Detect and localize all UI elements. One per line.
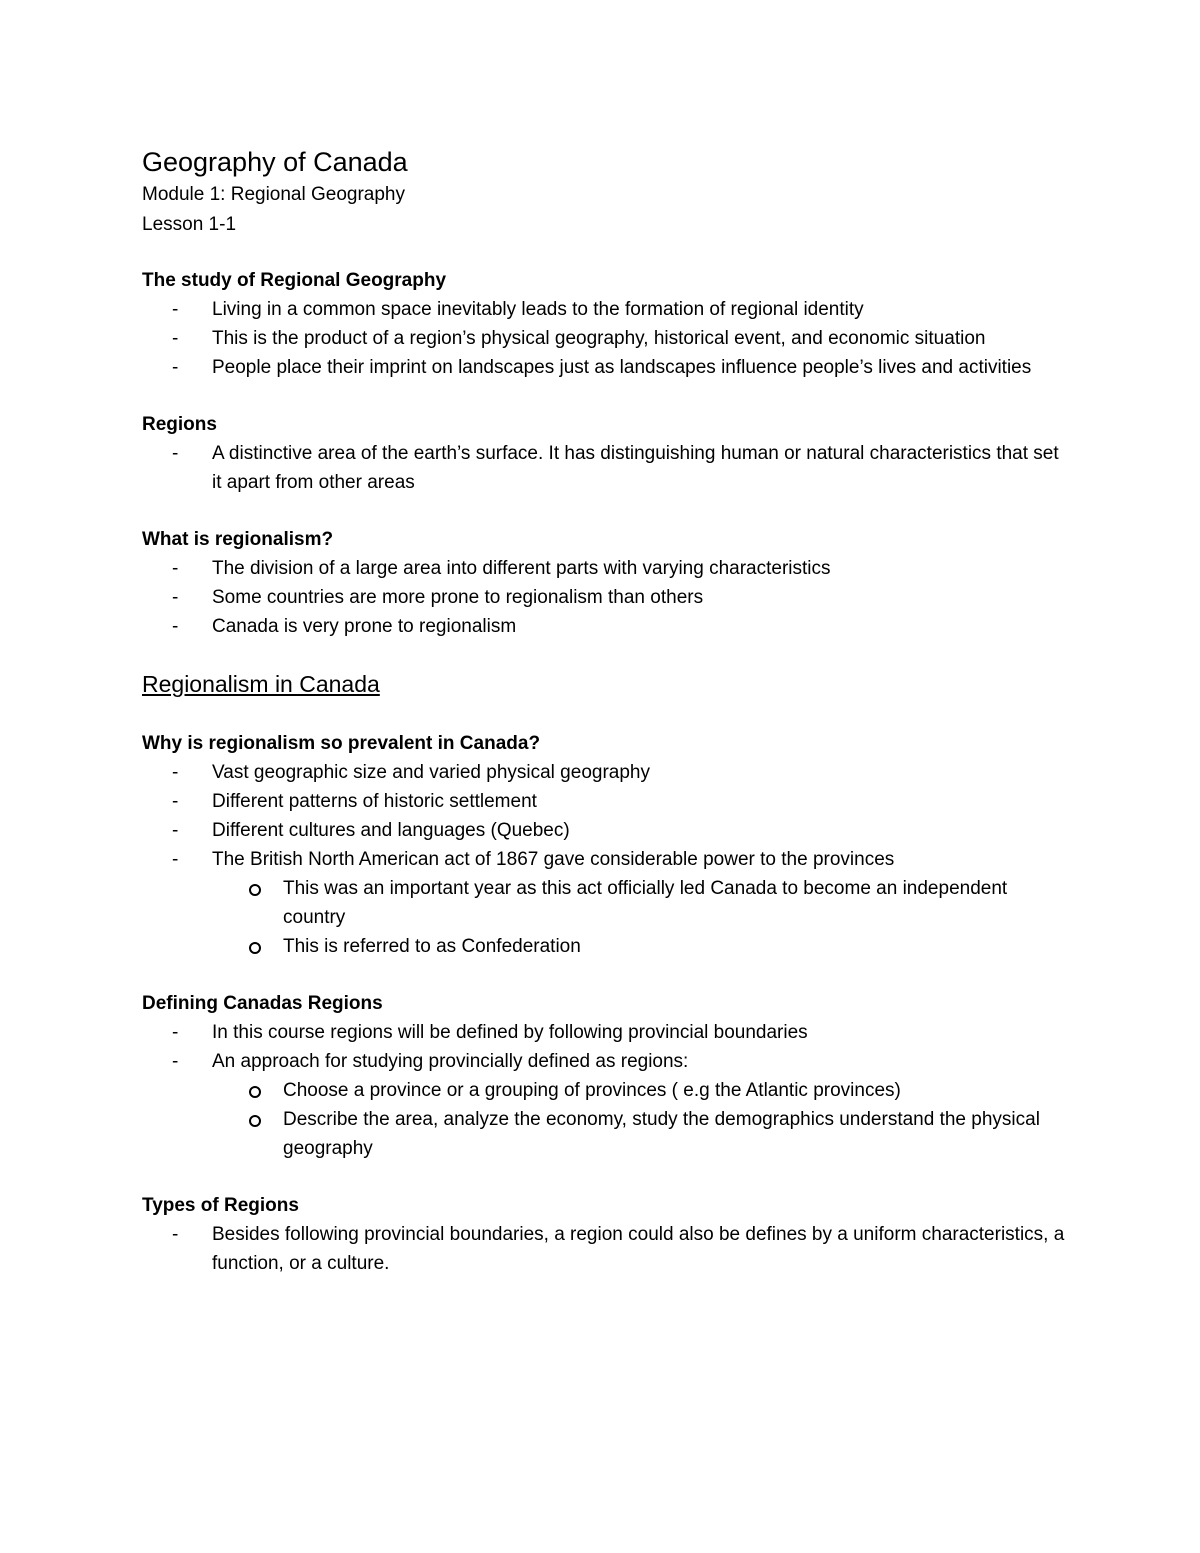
section-heading-defining: Defining Canadas Regions [142,993,383,1014]
sub-list-item: This was an important year as this act officially led Canada to become an independent country [212,874,1072,932]
section-heading-regions: Regions [142,414,217,435]
dash-bullet: - [172,1051,179,1072]
list-item: - Living in a common space inevitably leads to the formation of regional identity [142,295,1072,324]
section-heading-study: The study of Regional Geography [142,270,447,291]
list-item: - Some countries are more prone to regionalism than others [142,583,1072,612]
dash-bullet: - [172,443,179,464]
dash-bullet: - [172,299,179,320]
regionalism-list [142,554,1072,641]
list-item: - The British North American act of 1867 gave considerable power to the provinces This was an important year as this act officially led Canada to become an independent country This is referred to as Confederation [142,845,1072,961]
regions-list [142,439,1072,497]
list-item: - A distinctive area of the earth’s surface. It has distinguishing human or natural characteristics that set it apart from other areas [142,439,1072,497]
dash-bullet: - [172,558,179,579]
list-item: - People place their imprint on landscapes just as landscapes influence people’s lives and activities [142,353,1072,382]
circle-bullet [249,884,261,896]
dash-bullet: - [172,849,179,870]
list-item: - Vast geographic size and varied physical geography [142,758,1072,787]
sub-list-item: Choose a province or a grouping of provinces ( e.g the Atlantic provinces) [212,1076,1072,1105]
dash-bullet: - [172,791,179,812]
dash-bullet: - [172,616,179,637]
prevalent-list [142,758,1072,961]
dash-bullet: - [172,820,179,841]
study-list [142,295,1072,382]
section-heading-regionalism: What is regionalism? [142,529,334,550]
list-item: - Different patterns of historic settlement [142,787,1072,816]
list-item: - In this course regions will be defined by following provincial boundaries [142,1018,1072,1047]
list-item: - Besides following provincial boundaries, a region could also be defines by a uniform characteristics, a function, or a culture. [142,1220,1072,1278]
types-list [142,1220,1072,1278]
dash-bullet: - [172,762,179,783]
document-page [142,144,1072,1278]
defining-sublist [212,1076,1072,1163]
dash-bullet: - [172,587,179,608]
sub-list-item: Describe the area, analyze the economy, study the demographics understand the physical geography [212,1105,1072,1163]
dash-bullet: - [172,328,179,349]
dash-bullet: - [172,357,179,378]
lesson-line: Lesson 1-1 [142,214,237,235]
list-item: - Canada is very prone to regionalism [142,612,1072,641]
module-line: Module 1: Regional Geography [142,184,406,205]
dash-bullet: - [172,1224,179,1245]
prevalent-sublist [212,874,1072,961]
list-item: - An approach for studying provincially defined as regions: Choose a province or a grouping of provinces ( e.g the Atlantic provinces) Describe the area, analyze the economy, study the demographics understand the physical geography [142,1047,1072,1163]
sub-list-item: This is referred to as Confederation [212,932,1072,961]
dash-bullet: - [172,1022,179,1043]
list-item: - This is the product of a region’s physical geography, historical event, and economic situation [142,324,1072,353]
circle-bullet [249,1115,261,1127]
list-item: - Different cultures and languages (Quebec) [142,816,1072,845]
section-heading-prevalent: Why is regionalism so prevalent in Canada? [142,733,541,754]
document-title: Geography of Canada [142,147,408,177]
list-item: - The division of a large area into different parts with varying characteristics [142,554,1072,583]
circle-bullet [249,942,261,954]
circle-bullet [249,1086,261,1098]
section-heading-types: Types of Regions [142,1195,299,1216]
major-heading-regionalism-canada: Regionalism in Canada [142,671,380,697]
defining-list [142,1018,1072,1163]
